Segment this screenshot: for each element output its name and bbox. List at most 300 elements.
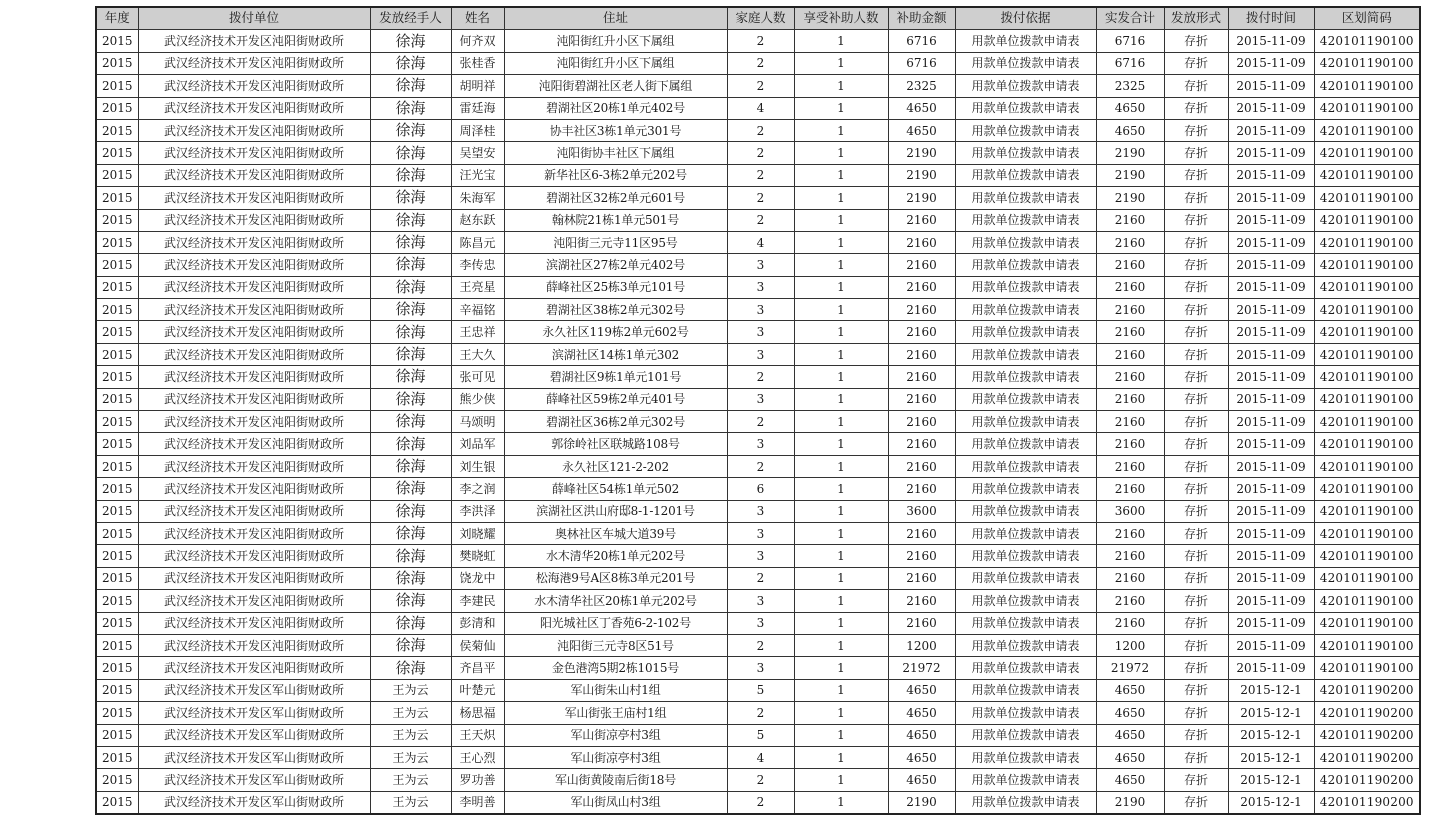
cell-total-paid[interactable]: 2190 [1096,187,1164,209]
cell-subsidy-amount[interactable]: 2190 [888,187,955,209]
cell-name[interactable]: 赵东跃 [451,209,504,231]
cell-total-paid[interactable]: 2160 [1096,522,1164,544]
cell-name[interactable]: 吴望安 [451,142,504,164]
cell-payment-form[interactable]: 存折 [1164,612,1228,634]
cell-region-code[interactable]: 420101190100 [1314,231,1420,253]
cell-year[interactable]: 2015 [96,119,138,141]
cell-payment-form[interactable]: 存折 [1164,634,1228,656]
cell-region-code[interactable]: 420101190100 [1314,30,1420,52]
cell-region-code[interactable]: 420101190100 [1314,97,1420,119]
cell-address[interactable]: 军山街黄陵南后街18号 [504,769,727,791]
cell-payment-form[interactable]: 存折 [1164,187,1228,209]
cell-address[interactable]: 薛峰社区25栋3单元101号 [504,276,727,298]
cell-subsidy-amount[interactable]: 2160 [888,545,955,567]
cell-payer-unit[interactable]: 武汉经济技术开发区军山街财政所 [138,746,370,768]
cell-payer-unit[interactable]: 武汉经济技术开发区沌阳街财政所 [138,52,370,74]
cell-name[interactable]: 张可见 [451,366,504,388]
cell-family-size[interactable]: 5 [727,679,794,701]
cell-year[interactable]: 2015 [96,97,138,119]
table-row[interactable] [96,590,1420,612]
table-row[interactable] [96,254,1420,276]
cell-handler[interactable]: 徐海 [370,321,451,343]
cell-handler[interactable]: 徐海 [370,478,451,500]
cell-payment-form[interactable]: 存折 [1164,299,1228,321]
cell-year[interactable]: 2015 [96,724,138,746]
cell-name[interactable]: 刘品军 [451,433,504,455]
cell-subsidy-amount[interactable]: 4650 [888,679,955,701]
cell-payment-date[interactable]: 2015-11-09 [1228,433,1314,455]
cell-region-code[interactable]: 420101190100 [1314,276,1420,298]
cell-payment-form[interactable]: 存折 [1164,30,1228,52]
table-row[interactable] [96,455,1420,477]
cell-address[interactable]: 奥林社区车城大道39号 [504,522,727,544]
cell-payer-unit[interactable]: 武汉经济技术开发区沌阳街财政所 [138,478,370,500]
cell-basis[interactable]: 用款单位拨款申请表 [955,164,1096,186]
cell-beneficiaries[interactable]: 1 [794,590,888,612]
cell-address[interactable]: 翰林院21栋1单元501号 [504,209,727,231]
cell-name[interactable]: 张桂香 [451,52,504,74]
cell-subsidy-amount[interactable]: 4650 [888,702,955,724]
cell-basis[interactable]: 用款单位拨款申请表 [955,545,1096,567]
cell-basis[interactable]: 用款单位拨款申请表 [955,30,1096,52]
cell-payment-form[interactable]: 存折 [1164,657,1228,679]
cell-subsidy-amount[interactable]: 2325 [888,75,955,97]
table-row[interactable] [96,612,1420,634]
cell-payer-unit[interactable]: 武汉经济技术开发区沌阳街财政所 [138,567,370,589]
cell-handler[interactable]: 徐海 [370,75,451,97]
cell-family-size[interactable]: 3 [727,657,794,679]
cell-beneficiaries[interactable]: 1 [794,567,888,589]
cell-subsidy-amount[interactable]: 3600 [888,500,955,522]
cell-payment-date[interactable]: 2015-12-1 [1228,746,1314,768]
cell-beneficiaries[interactable]: 1 [794,702,888,724]
cell-region-code[interactable]: 420101190100 [1314,52,1420,74]
cell-subsidy-amount[interactable]: 2160 [888,321,955,343]
cell-name[interactable]: 王大久 [451,343,504,365]
column-header-family-size[interactable]: 家庭人数 [727,7,794,30]
cell-payer-unit[interactable]: 武汉经济技术开发区沌阳街财政所 [138,455,370,477]
cell-family-size[interactable]: 2 [727,142,794,164]
cell-name[interactable]: 李之润 [451,478,504,500]
cell-payer-unit[interactable]: 武汉经济技术开发区沌阳街财政所 [138,209,370,231]
cell-beneficiaries[interactable]: 1 [794,545,888,567]
cell-year[interactable]: 2015 [96,164,138,186]
table-row[interactable] [96,75,1420,97]
cell-total-paid[interactable]: 2160 [1096,433,1164,455]
cell-handler[interactable]: 徐海 [370,411,451,433]
cell-year[interactable]: 2015 [96,321,138,343]
cell-family-size[interactable]: 3 [727,299,794,321]
cell-payment-form[interactable]: 存折 [1164,433,1228,455]
cell-region-code[interactable]: 420101190200 [1314,724,1420,746]
cell-name[interactable]: 王心烈 [451,746,504,768]
cell-address[interactable]: 金色港湾5期2栋1015号 [504,657,727,679]
table-row[interactable] [96,366,1420,388]
cell-name[interactable]: 罗功善 [451,769,504,791]
cell-payer-unit[interactable]: 武汉经济技术开发区军山街财政所 [138,679,370,701]
cell-payment-date[interactable]: 2015-11-09 [1228,657,1314,679]
cell-name[interactable]: 马颂明 [451,411,504,433]
cell-region-code[interactable]: 420101190100 [1314,343,1420,365]
cell-payment-date[interactable]: 2015-11-09 [1228,299,1314,321]
cell-address[interactable]: 新华社区6-3栋2单元202号 [504,164,727,186]
cell-total-paid[interactable]: 2160 [1096,276,1164,298]
cell-family-size[interactable]: 2 [727,702,794,724]
cell-region-code[interactable]: 420101190200 [1314,746,1420,768]
cell-total-paid[interactable]: 2160 [1096,254,1164,276]
cell-family-size[interactable]: 3 [727,522,794,544]
cell-payment-form[interactable]: 存折 [1164,500,1228,522]
cell-name[interactable]: 樊晓虹 [451,545,504,567]
column-header-name[interactable]: 姓名 [451,7,504,30]
cell-family-size[interactable]: 2 [727,769,794,791]
cell-year[interactable]: 2015 [96,142,138,164]
cell-year[interactable]: 2015 [96,791,138,814]
cell-subsidy-amount[interactable]: 2160 [888,276,955,298]
table-row[interactable] [96,522,1420,544]
table-row[interactable] [96,545,1420,567]
cell-name[interactable]: 李传忠 [451,254,504,276]
cell-family-size[interactable]: 5 [727,724,794,746]
cell-family-size[interactable]: 3 [727,612,794,634]
cell-family-size[interactable]: 2 [727,567,794,589]
cell-basis[interactable]: 用款单位拨款申请表 [955,702,1096,724]
cell-payer-unit[interactable]: 武汉经济技术开发区沌阳街财政所 [138,231,370,253]
cell-payment-date[interactable]: 2015-11-09 [1228,209,1314,231]
cell-address[interactable]: 薛峰社区59栋2单元401号 [504,388,727,410]
cell-payment-form[interactable]: 存折 [1164,366,1228,388]
cell-beneficiaries[interactable]: 1 [794,276,888,298]
cell-region-code[interactable]: 420101190100 [1314,612,1420,634]
cell-basis[interactable]: 用款单位拨款申请表 [955,522,1096,544]
cell-total-paid[interactable]: 2160 [1096,388,1164,410]
cell-handler[interactable]: 徐海 [370,522,451,544]
cell-region-code[interactable]: 420101190100 [1314,388,1420,410]
cell-payment-form[interactable]: 存折 [1164,724,1228,746]
table-row[interactable] [96,119,1420,141]
cell-beneficiaries[interactable]: 1 [794,791,888,814]
cell-year[interactable]: 2015 [96,388,138,410]
table-row[interactable] [96,433,1420,455]
cell-payment-date[interactable]: 2015-11-09 [1228,119,1314,141]
cell-year[interactable]: 2015 [96,433,138,455]
cell-region-code[interactable]: 420101190100 [1314,142,1420,164]
cell-region-code[interactable]: 420101190100 [1314,433,1420,455]
cell-subsidy-amount[interactable]: 4650 [888,769,955,791]
cell-address[interactable]: 郭徐岭社区联城路108号 [504,433,727,455]
cell-address[interactable]: 滨湖社区27栋2单元402号 [504,254,727,276]
cell-family-size[interactable]: 2 [727,209,794,231]
cell-beneficiaries[interactable]: 1 [794,343,888,365]
cell-payer-unit[interactable]: 武汉经济技术开发区沌阳街财政所 [138,366,370,388]
cell-subsidy-amount[interactable]: 2160 [888,478,955,500]
cell-total-paid[interactable]: 4650 [1096,769,1164,791]
cell-year[interactable]: 2015 [96,343,138,365]
cell-payment-form[interactable]: 存折 [1164,164,1228,186]
cell-handler[interactable]: 徐海 [370,97,451,119]
cell-address[interactable]: 碧湖社区20栋1单元402号 [504,97,727,119]
cell-total-paid[interactable]: 2190 [1096,142,1164,164]
cell-name[interactable]: 何齐双 [451,30,504,52]
cell-payment-form[interactable]: 存折 [1164,455,1228,477]
cell-basis[interactable]: 用款单位拨款申请表 [955,433,1096,455]
cell-name[interactable]: 胡明祥 [451,75,504,97]
cell-handler[interactable]: 徐海 [370,567,451,589]
cell-beneficiaries[interactable]: 1 [794,724,888,746]
cell-subsidy-amount[interactable]: 2160 [888,612,955,634]
cell-region-code[interactable]: 420101190100 [1314,522,1420,544]
cell-name[interactable]: 侯菊仙 [451,634,504,656]
cell-total-paid[interactable]: 2160 [1096,411,1164,433]
cell-payment-form[interactable]: 存折 [1164,142,1228,164]
cell-total-paid[interactable]: 2325 [1096,75,1164,97]
cell-region-code[interactable]: 420101190100 [1314,164,1420,186]
cell-total-paid[interactable]: 3600 [1096,500,1164,522]
cell-subsidy-amount[interactable]: 6716 [888,52,955,74]
cell-region-code[interactable]: 420101190100 [1314,321,1420,343]
cell-payment-date[interactable]: 2015-11-09 [1228,276,1314,298]
cell-family-size[interactable]: 3 [727,545,794,567]
cell-payer-unit[interactable]: 武汉经济技术开发区军山街财政所 [138,724,370,746]
table-row[interactable] [96,343,1420,365]
cell-total-paid[interactable]: 4650 [1096,746,1164,768]
cell-subsidy-amount[interactable]: 2160 [888,567,955,589]
table-row[interactable] [96,231,1420,253]
cell-handler[interactable]: 王为云 [370,679,451,701]
cell-subsidy-amount[interactable]: 2160 [888,254,955,276]
cell-name[interactable]: 王天炽 [451,724,504,746]
cell-basis[interactable]: 用款单位拨款申请表 [955,724,1096,746]
cell-address[interactable]: 碧湖社区38栋2单元302号 [504,299,727,321]
cell-total-paid[interactable]: 21972 [1096,657,1164,679]
table-row[interactable] [96,724,1420,746]
cell-payer-unit[interactable]: 武汉经济技术开发区沌阳街财政所 [138,30,370,52]
cell-address[interactable]: 沌阳街红升小区下属组 [504,30,727,52]
cell-beneficiaries[interactable]: 1 [794,500,888,522]
cell-family-size[interactable]: 2 [727,455,794,477]
cell-year[interactable]: 2015 [96,746,138,768]
cell-region-code[interactable]: 420101190100 [1314,545,1420,567]
cell-year[interactable]: 2015 [96,366,138,388]
column-header-basis[interactable]: 拨付依据 [955,7,1096,30]
cell-beneficiaries[interactable]: 1 [794,30,888,52]
cell-payer-unit[interactable]: 武汉经济技术开发区沌阳街财政所 [138,545,370,567]
cell-payment-form[interactable]: 存折 [1164,321,1228,343]
table-row[interactable] [96,478,1420,500]
cell-year[interactable]: 2015 [96,52,138,74]
cell-year[interactable]: 2015 [96,702,138,724]
cell-handler[interactable]: 徐海 [370,455,451,477]
cell-payment-form[interactable]: 存折 [1164,769,1228,791]
cell-address[interactable]: 薛峰社区54栋1单元502 [504,478,727,500]
cell-name[interactable]: 辛福铭 [451,299,504,321]
cell-payer-unit[interactable]: 武汉经济技术开发区军山街财政所 [138,702,370,724]
cell-payer-unit[interactable]: 武汉经济技术开发区沌阳街财政所 [138,142,370,164]
cell-address[interactable]: 沌阳街三元寺8区51号 [504,634,727,656]
cell-handler[interactable]: 徐海 [370,254,451,276]
cell-basis[interactable]: 用款单位拨款申请表 [955,769,1096,791]
cell-family-size[interactable]: 3 [727,343,794,365]
cell-year[interactable]: 2015 [96,299,138,321]
cell-payment-form[interactable]: 存折 [1164,702,1228,724]
cell-subsidy-amount[interactable]: 2190 [888,791,955,814]
cell-handler[interactable]: 徐海 [370,142,451,164]
cell-handler[interactable]: 徐海 [370,500,451,522]
cell-beneficiaries[interactable]: 1 [794,388,888,410]
cell-handler[interactable]: 徐海 [370,590,451,612]
cell-total-paid[interactable]: 2160 [1096,478,1164,500]
cell-subsidy-amount[interactable]: 2160 [888,522,955,544]
cell-family-size[interactable]: 2 [727,411,794,433]
table-row[interactable] [96,769,1420,791]
cell-handler[interactable]: 徐海 [370,657,451,679]
cell-family-size[interactable]: 2 [727,164,794,186]
cell-payer-unit[interactable]: 武汉经济技术开发区沌阳街财政所 [138,634,370,656]
cell-payment-date[interactable]: 2015-11-09 [1228,500,1314,522]
cell-beneficiaries[interactable]: 1 [794,679,888,701]
cell-payment-form[interactable]: 存折 [1164,254,1228,276]
cell-payment-form[interactable]: 存折 [1164,567,1228,589]
cell-total-paid[interactable]: 2160 [1096,231,1164,253]
cell-payment-form[interactable]: 存折 [1164,545,1228,567]
cell-beneficiaries[interactable]: 1 [794,433,888,455]
cell-payment-form[interactable]: 存折 [1164,276,1228,298]
cell-payment-form[interactable]: 存折 [1164,590,1228,612]
cell-payment-form[interactable]: 存折 [1164,411,1228,433]
table-row[interactable] [96,791,1420,814]
cell-beneficiaries[interactable]: 1 [794,97,888,119]
cell-subsidy-amount[interactable]: 4650 [888,119,955,141]
cell-payment-form[interactable]: 存折 [1164,791,1228,814]
cell-total-paid[interactable]: 2160 [1096,612,1164,634]
cell-payment-date[interactable]: 2015-11-09 [1228,343,1314,365]
cell-family-size[interactable]: 4 [727,746,794,768]
cell-region-code[interactable]: 420101190100 [1314,567,1420,589]
cell-name[interactable]: 周泽桂 [451,119,504,141]
cell-payer-unit[interactable]: 武汉经济技术开发区沌阳街财政所 [138,97,370,119]
cell-basis[interactable]: 用款单位拨款申请表 [955,478,1096,500]
cell-region-code[interactable]: 420101190200 [1314,679,1420,701]
cell-beneficiaries[interactable]: 1 [794,75,888,97]
cell-beneficiaries[interactable]: 1 [794,366,888,388]
cell-payment-date[interactable]: 2015-12-1 [1228,702,1314,724]
cell-address[interactable]: 碧湖社区32栋2单元601号 [504,187,727,209]
cell-name[interactable]: 刘晓耀 [451,522,504,544]
cell-address[interactable]: 沌阳街碧湖社区老人街下属组 [504,75,727,97]
cell-basis[interactable]: 用款单位拨款申请表 [955,97,1096,119]
cell-basis[interactable]: 用款单位拨款申请表 [955,254,1096,276]
cell-address[interactable]: 军山街凉亭村3组 [504,724,727,746]
cell-basis[interactable]: 用款单位拨款申请表 [955,657,1096,679]
cell-subsidy-amount[interactable]: 1200 [888,634,955,656]
cell-subsidy-amount[interactable]: 2160 [888,209,955,231]
cell-payer-unit[interactable]: 武汉经济技术开发区沌阳街财政所 [138,433,370,455]
cell-region-code[interactable]: 420101190100 [1314,209,1420,231]
cell-payment-date[interactable]: 2015-11-09 [1228,590,1314,612]
cell-payment-date[interactable]: 2015-12-1 [1228,769,1314,791]
cell-payer-unit[interactable]: 武汉经济技术开发区沌阳街财政所 [138,411,370,433]
cell-year[interactable]: 2015 [96,478,138,500]
cell-subsidy-amount[interactable]: 21972 [888,657,955,679]
cell-payment-form[interactable]: 存折 [1164,478,1228,500]
cell-address[interactable]: 滨湖社区14栋1单元302 [504,343,727,365]
cell-year[interactable]: 2015 [96,187,138,209]
cell-beneficiaries[interactable]: 1 [794,119,888,141]
cell-name[interactable]: 杨思福 [451,702,504,724]
cell-basis[interactable]: 用款单位拨款申请表 [955,590,1096,612]
column-header-payer-unit[interactable]: 拨付单位 [138,7,370,30]
column-header-total-paid[interactable]: 实发合计 [1096,7,1164,30]
column-header-region-code[interactable]: 区划简码 [1314,7,1420,30]
cell-name[interactable]: 饶龙中 [451,567,504,589]
cell-payment-form[interactable]: 存折 [1164,52,1228,74]
cell-payment-date[interactable]: 2015-11-09 [1228,97,1314,119]
cell-payment-form[interactable]: 存折 [1164,343,1228,365]
table-row[interactable] [96,746,1420,768]
column-header-address[interactable]: 住址 [504,7,727,30]
cell-beneficiaries[interactable]: 1 [794,209,888,231]
cell-total-paid[interactable]: 2160 [1096,366,1164,388]
cell-year[interactable]: 2015 [96,679,138,701]
cell-payer-unit[interactable]: 武汉经济技术开发区沌阳街财政所 [138,388,370,410]
cell-beneficiaries[interactable]: 1 [794,478,888,500]
cell-family-size[interactable]: 2 [727,30,794,52]
cell-handler[interactable]: 徐海 [370,52,451,74]
cell-total-paid[interactable]: 4650 [1096,702,1164,724]
cell-year[interactable]: 2015 [96,254,138,276]
table-row[interactable] [96,209,1420,231]
cell-total-paid[interactable]: 4650 [1096,724,1164,746]
cell-handler[interactable]: 王为云 [370,769,451,791]
cell-name[interactable]: 雷廷海 [451,97,504,119]
cell-beneficiaries[interactable]: 1 [794,769,888,791]
cell-basis[interactable]: 用款单位拨款申请表 [955,679,1096,701]
cell-payer-unit[interactable]: 武汉经济技术开发区沌阳街财政所 [138,254,370,276]
cell-year[interactable]: 2015 [96,612,138,634]
cell-year[interactable]: 2015 [96,231,138,253]
cell-payment-form[interactable]: 存折 [1164,522,1228,544]
cell-payment-form[interactable]: 存折 [1164,209,1228,231]
cell-region-code[interactable]: 420101190100 [1314,500,1420,522]
cell-subsidy-amount[interactable]: 2160 [888,590,955,612]
cell-total-paid[interactable]: 6716 [1096,52,1164,74]
cell-name[interactable]: 王忠祥 [451,321,504,343]
cell-handler[interactable]: 王为云 [370,746,451,768]
table-row[interactable] [96,411,1420,433]
cell-subsidy-amount[interactable]: 2160 [888,411,955,433]
cell-address[interactable]: 军山街张王庙村1组 [504,702,727,724]
cell-address[interactable]: 军山街朱山村1组 [504,679,727,701]
cell-payment-date[interactable]: 2015-11-09 [1228,321,1314,343]
cell-beneficiaries[interactable]: 1 [794,299,888,321]
cell-total-paid[interactable]: 2160 [1096,545,1164,567]
cell-beneficiaries[interactable]: 1 [794,522,888,544]
cell-address[interactable]: 水木清华社区20栋1单元202号 [504,590,727,612]
cell-year[interactable]: 2015 [96,634,138,656]
cell-payment-date[interactable]: 2015-12-1 [1228,724,1314,746]
cell-total-paid[interactable]: 2190 [1096,791,1164,814]
cell-region-code[interactable]: 420101190100 [1314,411,1420,433]
cell-beneficiaries[interactable]: 1 [794,657,888,679]
cell-family-size[interactable]: 3 [727,388,794,410]
cell-subsidy-amount[interactable]: 4650 [888,746,955,768]
cell-handler[interactable]: 王为云 [370,724,451,746]
cell-year[interactable]: 2015 [96,590,138,612]
cell-handler[interactable]: 徐海 [370,612,451,634]
cell-total-paid[interactable]: 2160 [1096,321,1164,343]
cell-total-paid[interactable]: 2160 [1096,567,1164,589]
cell-total-paid[interactable]: 2160 [1096,455,1164,477]
